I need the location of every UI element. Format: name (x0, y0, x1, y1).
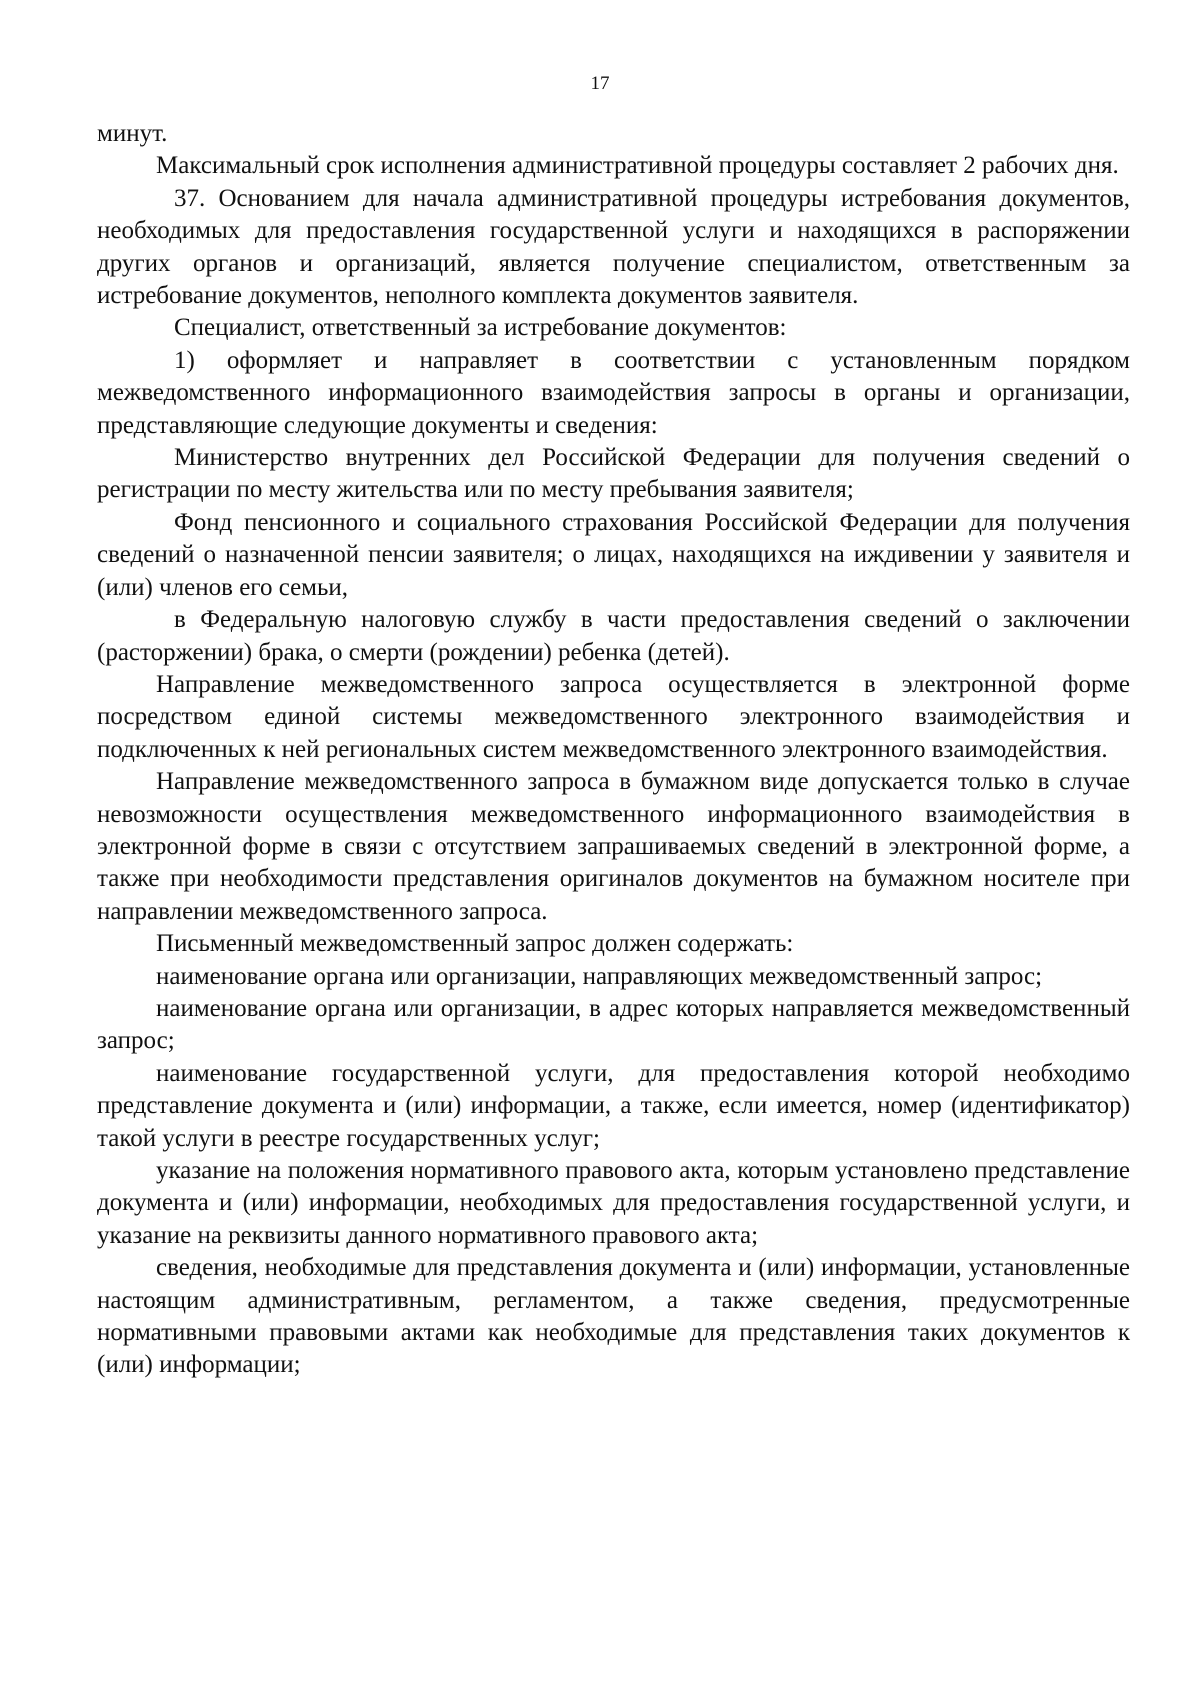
paragraph-item-37: 37. Основанием для начала административной процедуры истребования документов, необходимых для предоставления государственной услуги и находящихся в распоряжении других органов и организаций, является получение специалистом, ответственным за истребование документов, неполного комплекта документов заявителя. (97, 184, 1130, 310)
paragraph-electronic-request: Направление межведомственного запроса осуществляется в электронной форме посредством единой системы межведомственного электронного взаимодействия и подключенных к ней региональных систем межведомственного электронного взаимодействия. (97, 670, 1130, 763)
list-item-recipient-name: наименование органа или организации, в адрес которых направляется межведомственный запрос; (97, 994, 1130, 1055)
list-item-service-name: наименование государственной услуги, для предоставления которой необходимо представление документа и (или) информации, а также, если имеется, номер (идентификатор) такой услуги в реестре государственных услуг; (97, 1059, 1130, 1152)
paragraph-subitem-1: 1) оформляет и направляет в соответствии с установленным порядком межведомственного информационного взаимодействия запросы в органы и организации, представляющие следующие документы и сведения: (97, 346, 1130, 439)
paragraph-tax-service: в Федеральную налоговую службу в части предоставления сведений о заключении (расторжении) брака, о смерти (рождении) ребенка (детей). (97, 606, 1130, 666)
page-number: 17 (590, 73, 610, 94)
paragraph-max-term: Максимальный срок исполнения административной процедуры составляет 2 рабочих дня. (156, 152, 1119, 180)
list-item-legal-act: указание на положения нормативного правового акта, которым установлено представление документа и (или) информации, необходимых для предоставления государственной услуги, и указание на реквизиты данного нормативного правового акта; (97, 1157, 1130, 1249)
list-item-required-info: сведения, необходимые для представления документа и (или) информации, установленные настоящим административным, регламентом, а также сведения, предусмотренные нормативными правовыми актами как необходимые для представления таких документов к (или) информации; (97, 1254, 1130, 1379)
paragraph-pension-fund: Фонд пенсионного и социального страхования Российской Федерации для получения сведений о назначенной пенсии заявителя; о лицах, находящихся на иждивении у заявителя и (или) членов его семьи, (97, 508, 1130, 601)
list-item-sender-name: наименование органа или организации, направляющих межведомственный запрос; (156, 962, 1043, 990)
paragraph-paper-request: Направление межведомственного запроса в бумажном виде допускается только в случае невозможности осуществления межведомственного информационного взаимодействия в электронной форме в связи с отсутствием запрашиваемых сведений в электронной форме, а также при необходимости представления оригиналов документов на бумажном носителе при направлении межведомственного запроса. (97, 768, 1130, 925)
paragraph-mvd: Министерство внутренних дел Российской Федерации для получения сведений о регистрации по месту жительства или по месту пребывания заявителя; (97, 444, 1130, 504)
paragraph-specialist: Специалист, ответственный за истребование документов: (174, 314, 787, 342)
paragraph-request-contents: Письменный межведомственный запрос должен содержать: (156, 930, 794, 958)
document-body (97, 118, 1130, 1382)
paragraph-continuation: минут. (97, 120, 168, 147)
